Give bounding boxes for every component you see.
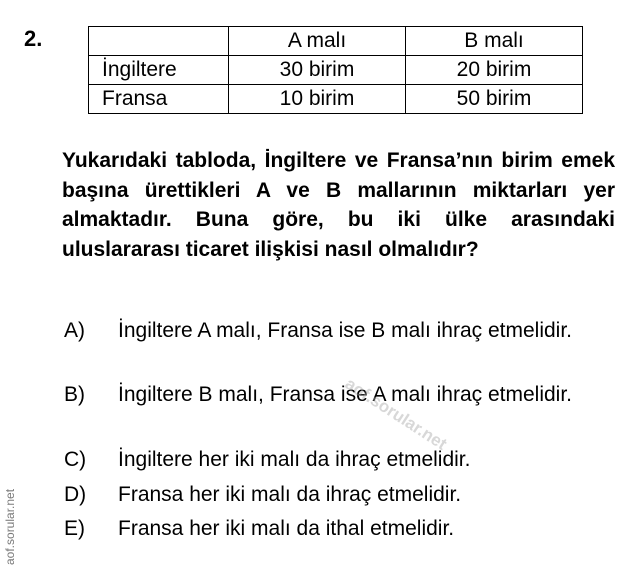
table-cell: 10 birim (229, 85, 406, 114)
option-text: İngiltere A malı, Fransa ise B malı ihraç etmelidir. (118, 319, 573, 342)
table-cell: 50 birim (406, 85, 583, 114)
option-text: Fransa her iki malı da ihraç etmelidir. (118, 483, 462, 506)
table-cell: Fransa (89, 85, 229, 114)
side-watermark: aof.sorular.net (3, 488, 17, 565)
option-letter: C) (64, 448, 87, 471)
data-table (88, 26, 583, 114)
option-letter: D) (64, 483, 87, 506)
table-cell: İngiltere (89, 56, 229, 85)
option-text: İngiltere B malı, Fransa ise A malı ihraç etmelidir. (118, 383, 573, 406)
question-stem: Yukarıdaki tabloda, İngiltere ve Fransa’nın birim emek başına ürettikleri A ve B mallarının miktarları yer almaktadır. Buna göre, bu iki ülke arasındaki uluslararası ticaret ilişkisi nasıl olmalıdır? (62, 149, 615, 261)
option-letter: E) (64, 517, 85, 540)
table-header-cell: A malı (229, 27, 406, 56)
table-header-row (89, 27, 583, 56)
table-row (89, 85, 583, 114)
option-letter: A) (64, 319, 85, 342)
table-cell: 30 birim (229, 56, 406, 85)
table-header-cell (89, 27, 229, 56)
option-text: Fransa her iki malı da ithal etmelidir. (118, 517, 455, 540)
question-number: 2. (24, 26, 43, 51)
table-row (89, 56, 583, 85)
option-text: İngiltere her iki malı da ihraç etmelidir. (118, 448, 471, 471)
table-cell: 20 birim (406, 56, 583, 85)
option-letter: B) (64, 383, 85, 406)
table-header-cell: B malı (406, 27, 583, 56)
diagonal-watermark: aof.sorular.net (341, 374, 451, 454)
